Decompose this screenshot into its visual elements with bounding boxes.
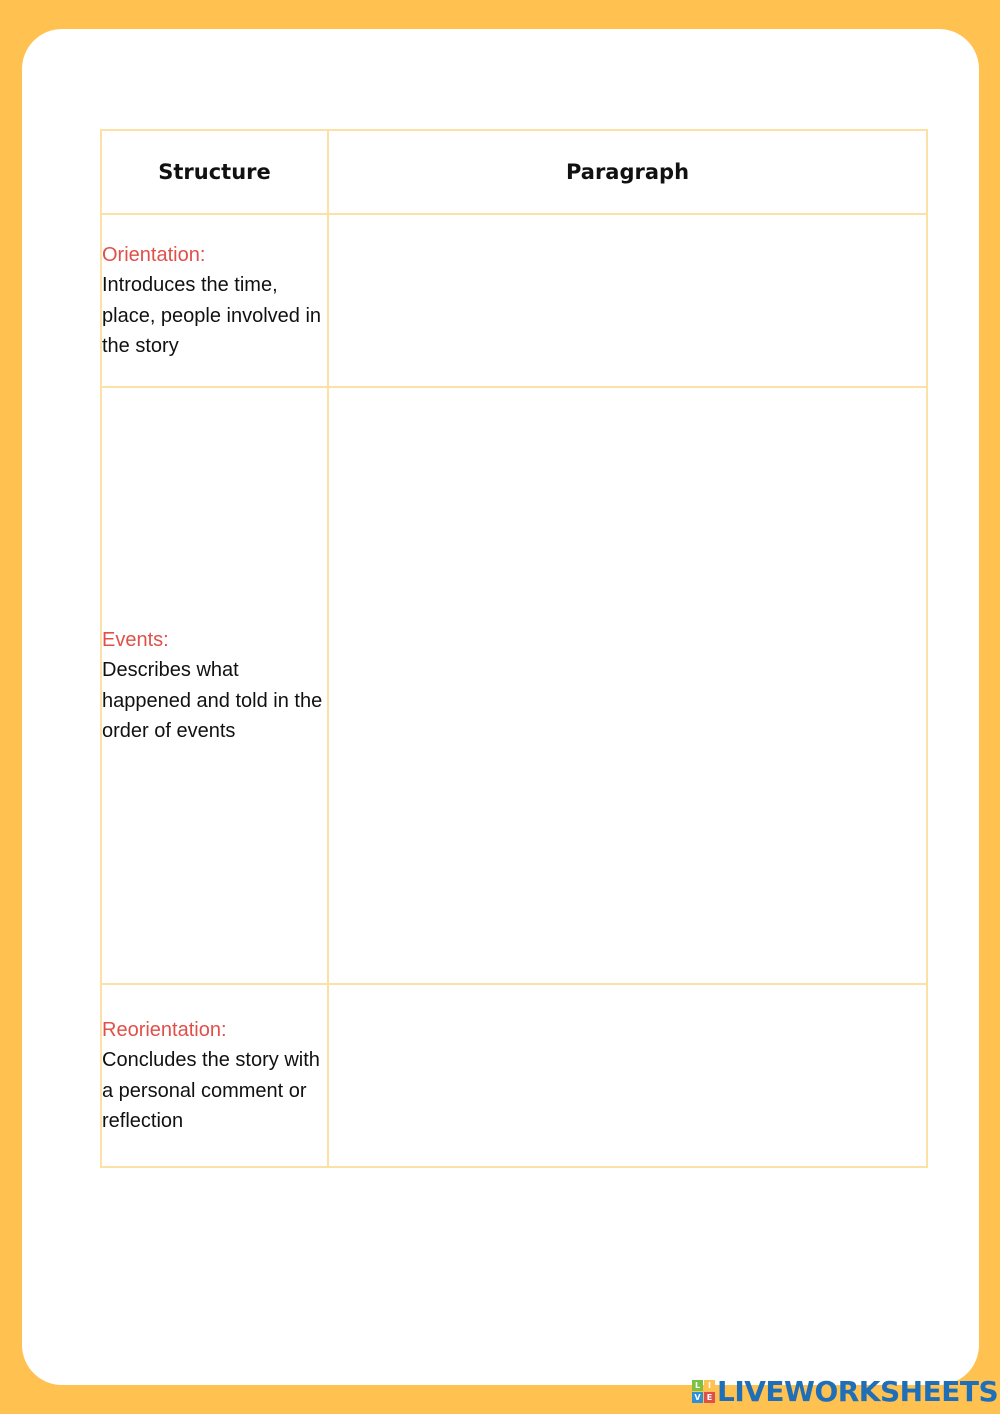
term-label-reorientation: Reorientation: [102, 1018, 227, 1041]
term-description-events: Describes what happened and told in the order of events [102, 659, 323, 742]
paragraph-answer-events[interactable] [328, 387, 927, 984]
table-header-row [101, 130, 927, 214]
header-paragraph: Paragraph [328, 130, 927, 214]
logo-letter-l: L [692, 1380, 703, 1391]
structure-cell-orientation [101, 214, 328, 387]
paragraph-answer-orientation[interactable] [328, 214, 927, 387]
paragraph-answer-reorientation[interactable] [328, 984, 927, 1167]
logo-letter-v: V [692, 1392, 703, 1403]
logo-letter-e: E [704, 1392, 715, 1403]
term-label-orientation: Orientation: [102, 243, 206, 266]
logo-letter-i: I [704, 1380, 715, 1391]
structure-cell-reorientation [101, 984, 328, 1167]
term-description-orientation: Introduces the time, place, people involved in the story [102, 274, 322, 357]
liveworksheets-logo-icon [692, 1380, 715, 1403]
table-row-orientation [101, 214, 927, 387]
term-description-reorientation: Concludes the story with a personal comment or reflection [102, 1049, 320, 1132]
structure-table [100, 129, 928, 1168]
liveworksheets-brand [692, 1374, 998, 1408]
table-row-reorientation [101, 984, 927, 1167]
table-row-events [101, 387, 927, 984]
brand-name: LIVEWORKSHEETS [717, 1374, 999, 1408]
structure-cell-events [101, 387, 328, 984]
header-structure: Structure [101, 130, 328, 214]
term-label-events: Events: [102, 628, 169, 651]
